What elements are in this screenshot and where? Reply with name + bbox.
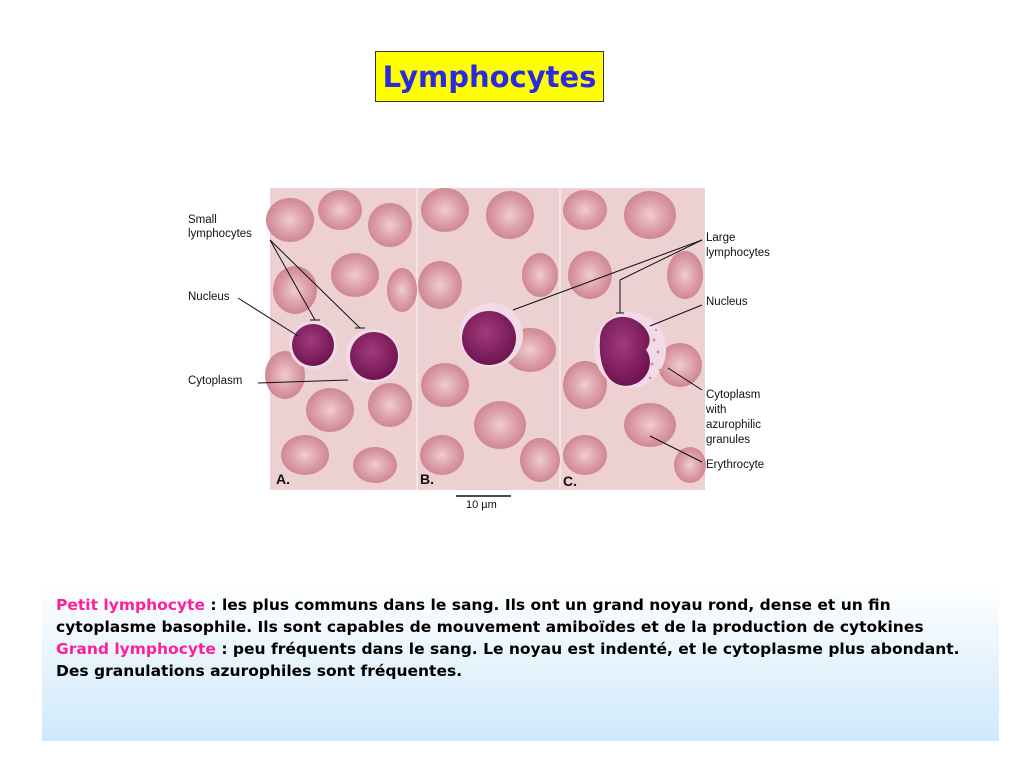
label-cytoplasm-azuro-3: azurophilic bbox=[706, 419, 761, 431]
petit-lymphocyte-term: Petit lymphocyte bbox=[56, 596, 205, 614]
petit-lymphocyte-paragraph bbox=[56, 594, 985, 638]
grand-lymphocyte-term: Grand lymphocyte bbox=[56, 640, 216, 658]
label-small-lymphocytes-2: lymphocytes bbox=[188, 228, 252, 240]
petit-lymphocyte-text: : les plus communs dans le sang. Ils ont un grand noyau rond, dense et un fin cytoplasme basophile. Ils sont capables de mouvement amiboïdes et de la production de cytokines bbox=[56, 596, 924, 636]
page-title: Lymphocytes bbox=[382, 59, 597, 94]
grand-lymphocyte-paragraph bbox=[56, 638, 985, 682]
panel-a-label: A. bbox=[276, 471, 290, 487]
label-cytoplasm-left: Cytoplasm bbox=[188, 375, 243, 387]
title-box bbox=[375, 51, 604, 102]
label-erythrocyte: Erythrocyte bbox=[706, 459, 765, 471]
label-cytoplasm-azuro-1: Cytoplasm bbox=[706, 389, 761, 401]
panel-b-label: B. bbox=[420, 471, 434, 487]
small-lymphocyte-1 bbox=[289, 321, 337, 369]
grand-lymphocyte-text: : peu fréquents dans le sang. Le noyau est indenté, et le cytoplasme plus abondant. Des granulations azurophiles sont fréquentes. bbox=[56, 640, 960, 680]
panel-c-label: C. bbox=[563, 473, 577, 489]
label-large-lymphocytes-1: Large bbox=[706, 232, 736, 244]
description-box bbox=[42, 583, 999, 741]
large-lymphocyte-b bbox=[459, 303, 523, 367]
scale-bar bbox=[456, 496, 511, 511]
micrograph-photo bbox=[265, 188, 706, 490]
scale-bar-label: 10 µm bbox=[466, 499, 497, 511]
label-large-lymphocytes-2: lymphocytes bbox=[706, 247, 770, 259]
micrograph-svg bbox=[180, 180, 800, 520]
label-small-lymphocytes-1: Small bbox=[188, 214, 217, 226]
small-lymphocyte-2 bbox=[346, 329, 400, 383]
label-cytoplasm-azuro-4: granules bbox=[706, 434, 751, 446]
lymphocyte-micrograph-figure bbox=[180, 180, 800, 520]
label-nucleus-left: Nucleus bbox=[188, 291, 230, 303]
label-cytoplasm-azuro-2: with bbox=[706, 404, 727, 416]
label-nucleus-right: Nucleus bbox=[706, 296, 748, 308]
